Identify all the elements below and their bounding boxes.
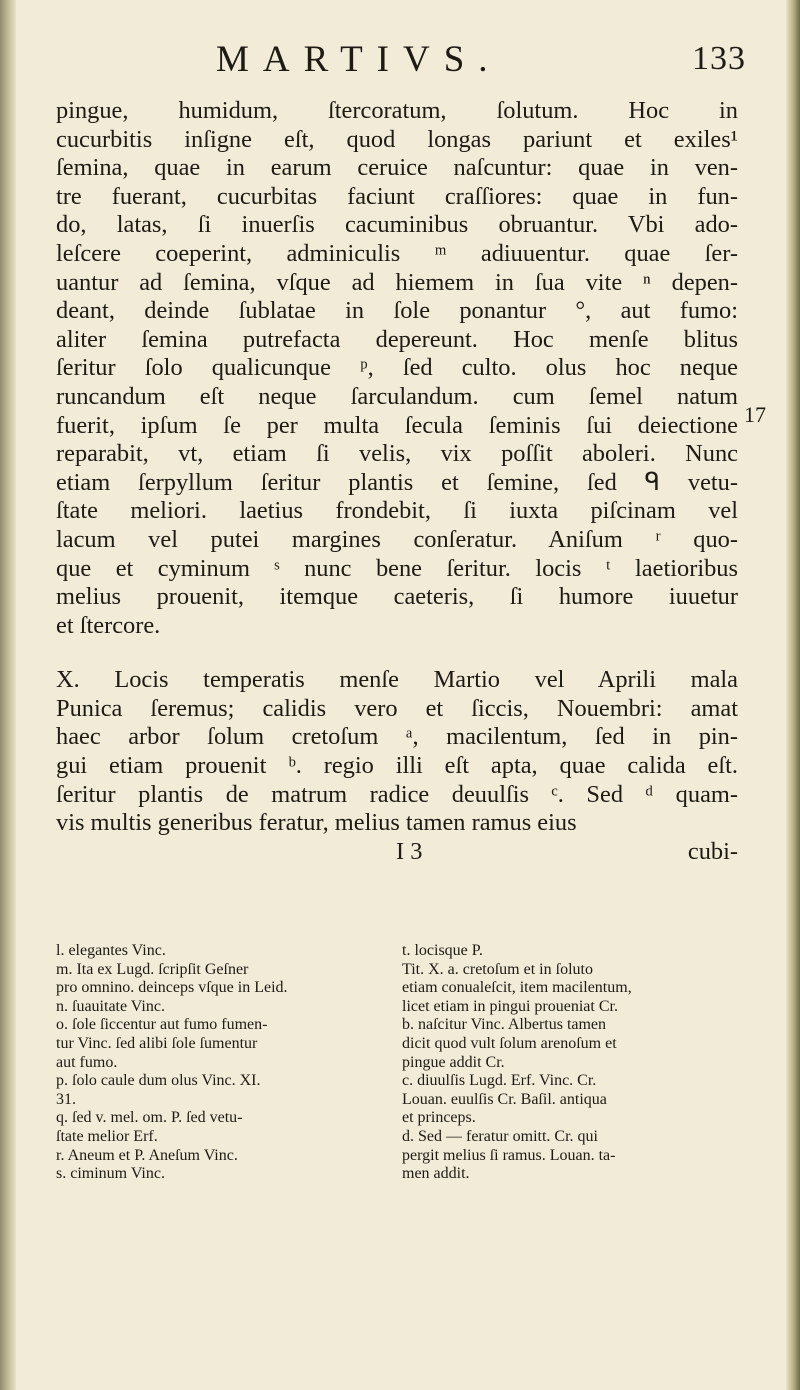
signature-line	[56, 838, 738, 867]
text-line: runcandum eſt neque ſarculandum. cum ſemel natum	[56, 382, 738, 410]
footnotes-left-column	[56, 942, 386, 1184]
note-line: aut fumo.	[56, 1053, 118, 1071]
text-line: ſeritur plantis de matrum radice deuulſis ᶜ. Sed ᵈ quam-	[56, 780, 738, 808]
text-line: melius prouenit, itemque caeteris, ſi humore iuuetur	[56, 583, 738, 611]
note-line: s. ciminum Vinc.	[56, 1165, 165, 1183]
note-line: licet etiam in pingui proueniat Cr.	[402, 997, 618, 1015]
text-line: tre fuerant, cucurbitas faciunt craſſiores: quae in fun-	[56, 182, 738, 210]
text-line: reparabit, vt, etiam ſi velis, vix poſſit aboleri. Nunc	[56, 440, 738, 468]
text-line: deant, deinde ſublatae in ſole ponantur °, aut fumo:	[56, 297, 738, 325]
note-line: p. ſolo caule dum olus Vinc. XI.	[56, 1072, 261, 1090]
margin-line-number: 17	[744, 402, 766, 427]
text-line: ſemina, quae in earum ceruice naſcuntur: quae in ven-	[56, 154, 738, 182]
text-line: cucurbitis inſigne eſt, quod longas pariunt et exiles¹	[56, 125, 738, 153]
note-line: dicit quod vult ſolum arenoſum et	[402, 1034, 617, 1052]
text-line: X. Locis temperatis menſe Martio vel Aprili mala	[56, 666, 738, 694]
note-line: n. ſuauitate Vinc.	[56, 997, 165, 1015]
note-line: etiam conualeſcit, item macilentum,	[402, 979, 632, 997]
note-line: d. Sed — feratur omitt. Cr. qui	[402, 1127, 598, 1145]
note-line: tur Vinc. ſed alibi ſole ſumentur	[56, 1034, 258, 1052]
note-line: o. ſole ſiccentur aut fumo fumen-	[56, 1016, 268, 1034]
note-line: l. elegantes Vinc.	[56, 942, 166, 959]
right-page-edge	[786, 0, 800, 1390]
text-line: que et cyminum ˢ nunc bene ſeritur. locis ᵗ laetioribus	[56, 554, 738, 582]
note-line: ſtate melior Erf.	[56, 1127, 158, 1145]
signature-mark: I 3	[396, 837, 423, 865]
text-line: lacum vel putei margines conſeratur. Aniſum ʳ quo-	[56, 525, 738, 553]
note-line: pingue addit Cr.	[402, 1053, 505, 1071]
left-binding-gutter	[0, 0, 16, 1390]
text-line: ſeritur ſolo qualicunque ᵖ, ſed culto. olus hoc neque	[56, 354, 738, 382]
page-number: 133	[692, 40, 746, 77]
text-line: leſcere coeperint, adminiculis ᵐ adiuuentur. quae ſer-	[56, 239, 738, 267]
note-line: q. ſed v. mel. om. P. ſed vetu-	[56, 1109, 243, 1127]
paragraph-1	[56, 97, 738, 640]
main-text	[56, 97, 738, 866]
note-line: Louan. euulſis Cr. Baſil. antiqua	[402, 1090, 607, 1108]
text-line: do, latas, ſi inuerſis cacuminibus obruantur. Vbi ado-	[56, 211, 738, 239]
text-line: fuerit, ipſum ſe per multa ſecula ſeminis ſui deiectione	[56, 411, 738, 439]
text-line: uantur ad ſemina, vſque ad hiemem in ſua vite ⁿ depen-	[56, 268, 738, 296]
note-line: 31.	[56, 1090, 76, 1108]
footnotes-right-column	[402, 942, 746, 1184]
note-line: men addit.	[402, 1165, 470, 1183]
text-line: ſtate meliori. laetius frondebit, ſi iuxta piſcinam vel	[56, 497, 738, 525]
paragraph-gap	[56, 640, 738, 666]
running-head: MARTIVS.	[216, 39, 502, 80]
page-header	[56, 38, 746, 88]
paragraph-2	[56, 666, 738, 838]
note-line: et princeps.	[402, 1109, 476, 1127]
note-line: Tit. X. a. cretoſum et in ſoluto	[402, 960, 593, 978]
note-line: t. locisque P.	[402, 942, 483, 959]
note-line: r. Aneum et P. Aneſum Vinc.	[56, 1146, 238, 1164]
catchword: cubi-	[687, 837, 738, 865]
text-line: aliter ſemina putrefacta depereunt. Hoc menſe blitus	[56, 325, 738, 353]
text-line: et ſtercore.	[56, 611, 161, 639]
note-line: pro omnino. deinceps vſque in Leid.	[56, 979, 288, 997]
text-line: pingue, humidum, ſtercoratum, ſolutum. Hoc in	[56, 97, 738, 124]
text-line: vis multis generibus feratur, melius tamen ramus eius	[56, 809, 577, 837]
note-line: pergit melius ſi ramus. Louan. ta-	[402, 1146, 616, 1164]
note-line: b. naſcitur Vinc. Albertus tamen	[402, 1016, 607, 1034]
text-line: gui etiam prouenit ᵇ. regio illi eſt apta, quae calida eſt.	[56, 752, 738, 780]
text-line: haec arbor ſolum cretoſum ᵃ, macilentum, ſed in pin-	[56, 723, 738, 751]
text-line: etiam ſerpyllum ſeritur plantis et ſemine, ſed ᑫ vetu-	[56, 468, 738, 496]
note-line: m. Ita ex Lugd. ſcripſit Geſner	[56, 960, 249, 978]
text-line: Punica ſeremus; calidis vero et ſiccis, Nouembri: amat	[56, 694, 738, 722]
note-line: c. diuulſis Lugd. Erf. Vinc. Cr.	[402, 1072, 597, 1090]
